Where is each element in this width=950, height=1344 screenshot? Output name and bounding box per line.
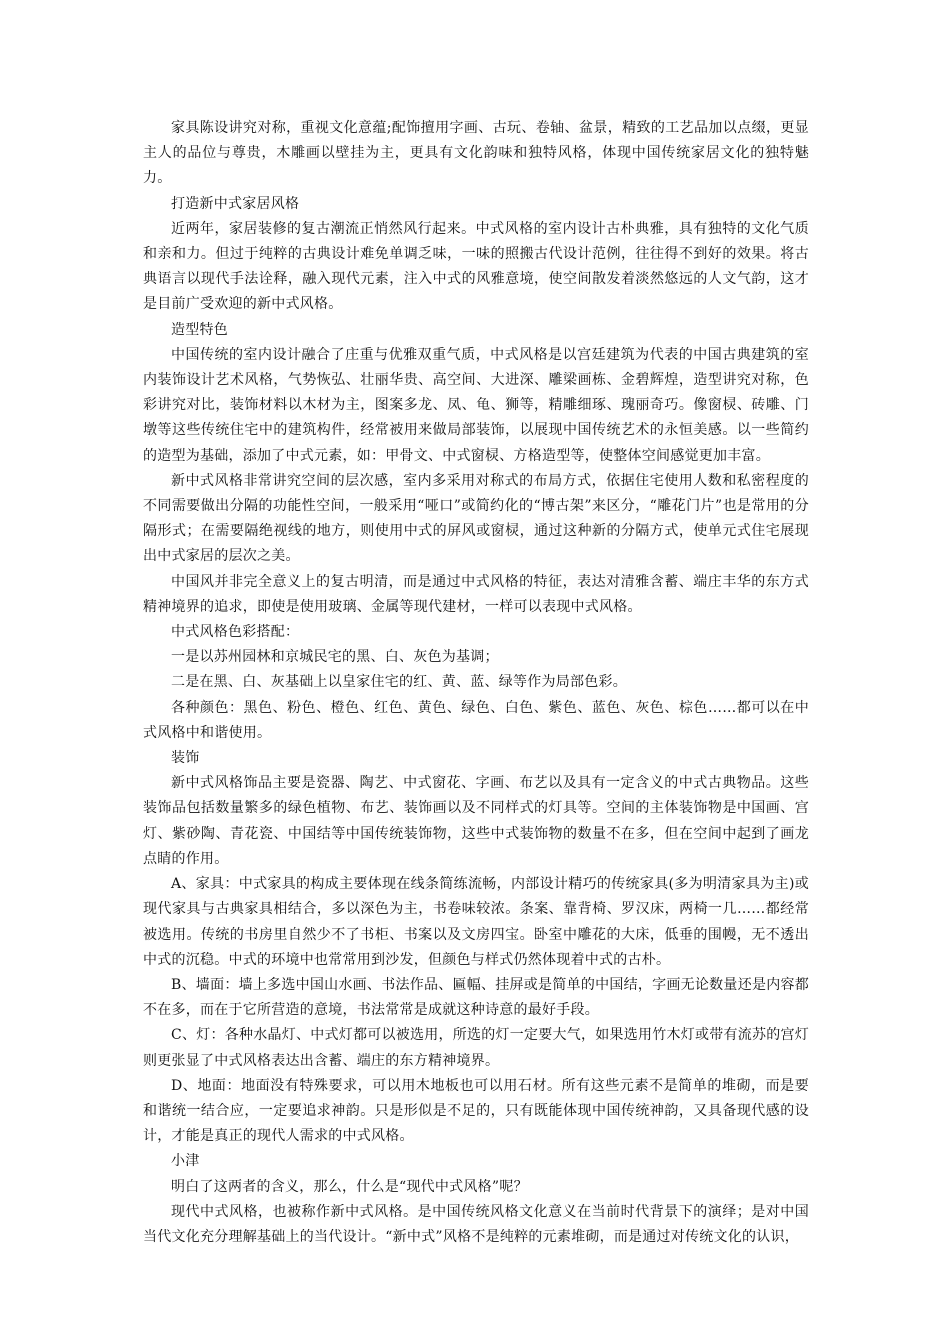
heading-shape-features: 造型特色 — [171, 321, 228, 338]
list-item-color-base: 一是以苏州园林和京城民宅的黑、白、灰色为基调； — [171, 649, 499, 666]
paragraph-chinese-wind: 中国风并非完全意义上的复古明清，而是通过中式风格的特征，表达对清雅含蓄、端庄丰华的东方式精神境界的追求，即使是使用玻璃、金属等现代建材，一样可以表现中式风格。 — [143, 573, 809, 615]
paragraph-furniture: A、家具：中式家具的构成主要体现在线条简练流畅，内部设计精巧的传统家具(多为明清家具为主)或现代家具与古典家具相结合，多以深色为主，书卷味较浓。条案、靠背椅、罗汉床，两椅一几……都经常被选用。传统的书房里自然少不了书柜、书案以及文房四宝。卧室中雕花的大床，低垂的围幔，无不透出中式的沉稳。中式的环境中也常常用到沙发，但颜色与样式仍然体现着中式的古朴。 — [143, 876, 809, 968]
paragraph-floors: D、地面：地面没有特殊要求，可以用木地板也可以用石材。所有这些元素不是简单的堆砌，而是要和谐统一结合应，一定要追求神韵。只是形似是不足的，只有既能体现中国传统神韵，又具备现代感的设计，才能是真正的现代人需求的中式风格。 — [143, 1077, 809, 1145]
paragraph-modern-chinese-style: 现代中式风格，也被称作新中式风格。是中国传统风格文化意义在当前时代背景下的演绎；是对中国当代文化充分理解基础上的当代设计。“新中式”风格不是纯粹的元素堆砌，而是通过对传统文化的认识， — [143, 1203, 809, 1245]
paragraph-retro-trend: 近两年，家居装修的复古潮流正悄然风行起来。中式风格的室内设计古朴典雅，具有独特的文化气质和亲和力。但过于纯粹的古典设计难免单调乏味，一味的照搬古代设计范例，往往得不到好的效果。将古典语言以现代手法诠释，融入现代元素，注入中式的风雅意境，使空间散发着淡然悠远的人文气韵，这才是目前广受欢迎的新中式风格。 — [143, 220, 809, 313]
paragraph-question: 明白了这两者的含义，那么，什么是“现代中式风格”呢？ — [171, 1178, 528, 1195]
paragraph-space-layers: 新中式风格非常讲究空间的层次感，室内多采用对称式的布局方式，依据住宅使用人数和私密程度的不同需要做出分隔的功能性空间，一般采用“哑口”或简约化的“博古架”来区分，“雕花门片”也是常用的分隔形式；在需要隔绝视线的地方，则使用中式的屏风或窗棂，通过这种新的分隔方式，使单元式住宅展现出中式家居的层次之美。 — [143, 472, 809, 565]
heading-decoration: 装饰 — [171, 750, 200, 767]
heading-xiaojin: 小津 — [171, 1153, 200, 1170]
paragraph-traditional-design: 中国传统的室内设计融合了庄重与优雅双重气质，中式风格是以宫廷建筑为代表的中国古典建筑的室内装饰设计艺术风格，气势恢弘、壮丽华贵、高空间、大进深、雕梁画栋、金碧辉煌，造型讲究对称，色彩讲究对比，装饰材料以木材为主，图案多龙、凤、龟、狮等，精雕细琢、瑰丽奇巧。像窗棂、砖雕、门墩等这些传统住宅中的建筑构件，经常被用来做局部装饰，以展现中国传统艺术的永恒美感。以一些简约的造型为基础，添加了中式元素，如：甲骨文、中式窗棂、方格造型等，使整体空间感觉更加丰富。 — [143, 346, 809, 464]
heading-color-matching: 中式风格色彩搭配： — [171, 624, 300, 641]
paragraph-all-colors: 各种颜色：黑色、粉色、橙色、红色、黄色、绿色、白色、紫色、蓝色、灰色、棕色……都可以在中式风格中和谐使用。 — [143, 699, 809, 741]
heading-new-chinese-style: 打造新中式家居风格 — [171, 195, 300, 212]
paragraph-furniture-display: 家具陈设讲究对称，重视文化意蕴;配饰擅用字画、古玩、卷轴、盆景，精致的工艺品加以点缀，更显主人的品位与尊贵，木雕画以壁挂为主，更具有文化韵味和独特风格，体现中国传统家居文化的独特魅力。 — [143, 120, 809, 187]
document-body — [143, 116, 809, 1250]
paragraph-walls: B、墙面：墙上多选中国山水画、书法作品、匾幅、挂屏或是简单的中国结，字画无论数量还是内容都不在多，而在于它所营造的意境，书法常常是成就这种诗意的最好手段。 — [143, 976, 809, 1019]
paragraph-decor-items: 新中式风格饰品主要是瓷器、陶艺、中式窗花、字画、布艺以及具有一定含义的中式古典物品。这些装饰品包括数量繁多的绿色植物、布艺、装饰画以及不同样式的灯具等。空间的主体装饰物是中国画、宫灯、紫砂陶、青花瓷、中国结等中国传统装饰物，这些中式装饰物的数量不在多，但在空间中起到了画龙点睛的作用。 — [143, 775, 809, 867]
paragraph-lamps: C、灯：各种水晶灯、中式灯都可以被选用，所选的灯一定要大气，如果选用竹木灯或带有流苏的宫灯则更张显了中式风格表达出含蓄、端庄的东方精神境界。 — [143, 1027, 809, 1069]
list-item-color-accent: 二是在黑、白、灰基础上以皇家住宅的红、黄、蓝、绿等作为局部色彩。 — [171, 674, 627, 691]
